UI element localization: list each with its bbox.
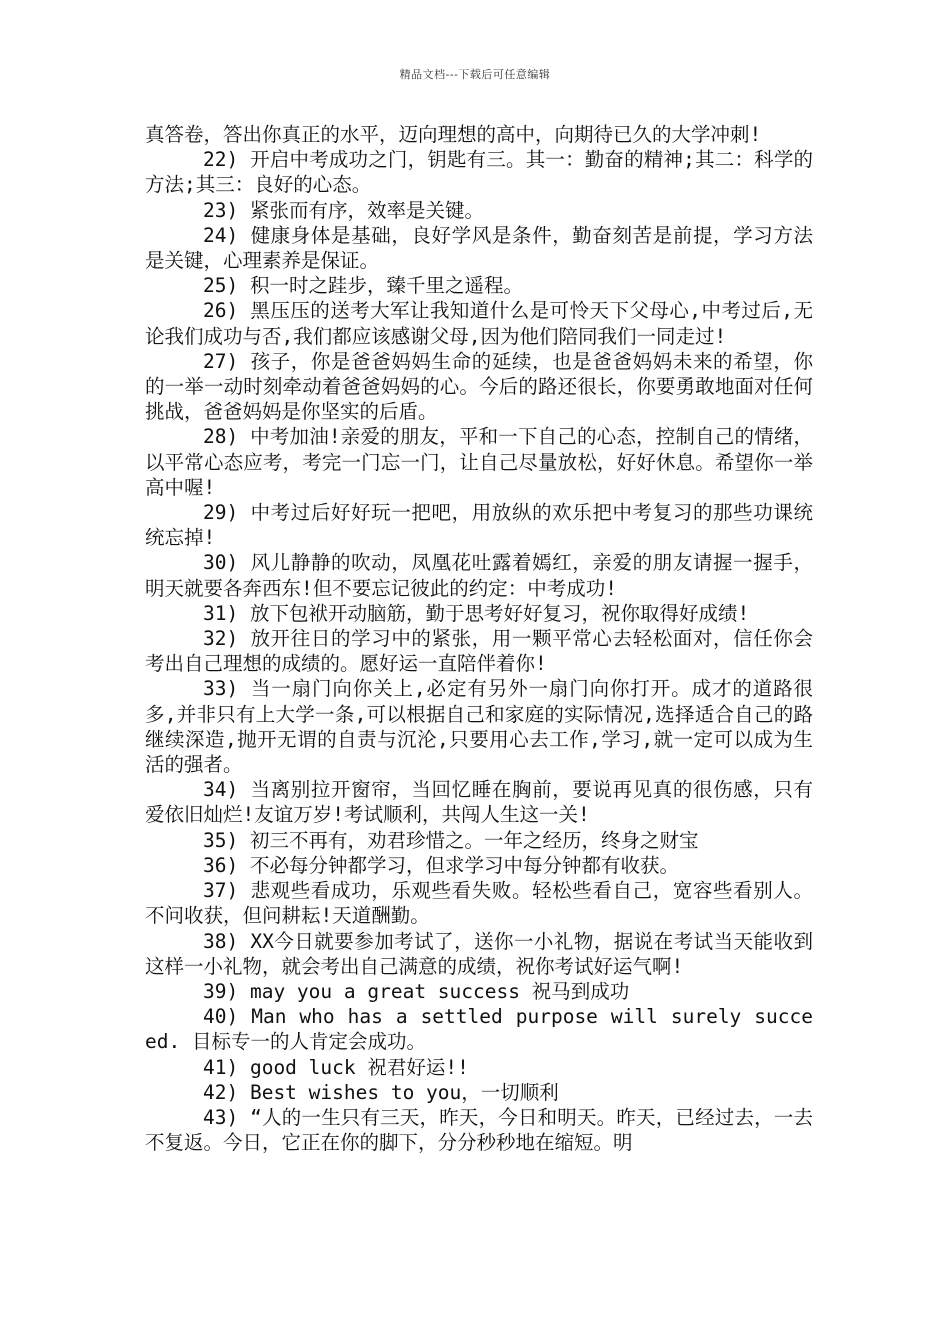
paragraph: 36) 不必每分钟都学习，但求学习中每分钟都有收获。 — [203, 853, 679, 877]
paragraph: 真答卷，答出你真正的水平，迈向理想的高中，向期待已久的大学冲刺! — [145, 123, 762, 146]
page-header: 精品文档---下载后可任意编辑 — [399, 68, 551, 81]
paragraph: 39) may you a great success 祝马到成功 — [203, 979, 630, 1003]
paragraph: 31) 放下包袱开动脑筋，勤于思考好好复习，祝你取得好成绩! — [203, 601, 750, 625]
paragraph: 23) 紧张而有序，效率是关键。 — [203, 198, 484, 222]
paragraph: 28) 中考加油!亲爱的朋友，平和一下自己的心态，控制自己的情绪，以平常心态应考，考完一门忘一门，让自己尽量放松，好好休息。希望你一举高中喔! — [145, 425, 813, 499]
paragraph: 43) “人的一生只有三天，昨天，今日和明天。昨天，已经过去，一去不复返。今日，它正在你的脚下，分分秒秒地在缩短。明 — [145, 1105, 813, 1155]
paragraph: 34) 当离别拉开窗帘，当回忆睡在胸前，要说再见真的很伤感，只有爱依旧灿烂!友谊万岁!考试顺利，共闯人生这一关! — [145, 778, 813, 827]
paragraph: 35) 初三不再有，劝君珍惜之。一年之经历，终身之财宝 — [203, 828, 699, 852]
paragraph: 32) 放开往日的学习中的紧张，用一颗平常心去轻松面对，信任你会考出自己理想的成绩的。愿好运一直陪伴着你! — [145, 627, 813, 676]
paragraph: 33) 当一扇门向你关上,必定有另外一扇门向你打开。成才的道路很多,并非只有上大学一条,可以根据自己和家庭的实际情况,选择适合自己的路继续深造,抛开无谓的自责与沉沦,只要用心去工作,学习,就一定可以成为生活的强者。 — [145, 677, 813, 777]
paragraph: 40) Man who has a settled purpose will surely succeed. 目标专一的人肯定会成功。 — [145, 1005, 813, 1054]
paragraph: 37) 悲观些看成功，乐观些看失败。轻松些看自己，宽容些看别人。不问收获，但问耕耘!天道酬勤。 — [145, 879, 813, 928]
document-body — [145, 122, 813, 1155]
paragraph: 38) XX今日就要参加考试了，送你一小礼物，据说在考试当天能收到这样一小礼物，就会考出自己满意的成绩，祝你考试好运气啊! — [145, 929, 813, 978]
paragraph: 30) 风儿静静的吹动，凤凰花吐露着嫣红，亲爱的朋友请握一握手，明天就要各奔西东!但不要忘记彼此的约定：中考成功! — [145, 551, 813, 600]
paragraph: 24) 健康身体是基础，良好学风是条件，勤奋刻苦是前提，学习方法是关键，心理素养是保证。 — [145, 223, 813, 273]
paragraph: 27) 孩子，你是爸爸妈妈生命的延续，也是爸爸妈妈未来的希望，你的一举一动时刻牵动着爸爸妈妈的心。今后的路还很长，你要勇敢地面对任何挑战，爸爸妈妈是你坚实的后盾。 — [145, 349, 813, 424]
paragraph: 26) 黑压压的送考大军让我知道什么是可怜天下父母心,中考过后,无论我们成功与否,我们都应该感谢父母,因为他们陪同我们一同走过! — [145, 299, 813, 348]
paragraph: 41) good luck 祝君好运!! — [203, 1055, 469, 1079]
paragraph: 25) 积一时之跬步，臻千里之遥程。 — [203, 274, 523, 298]
paragraph: 42) Best wishes to you，一切顺利 — [203, 1080, 559, 1104]
paragraph: 29) 中考过后好好玩一把吧，用放纵的欢乐把中考复习的那些功课统统忘掉! — [145, 501, 813, 550]
paragraph: 22) 开启中考成功之门，钥匙有三。其一：勤奋的精神;其二：科学的方法;其三：良好的心态。 — [145, 148, 813, 197]
